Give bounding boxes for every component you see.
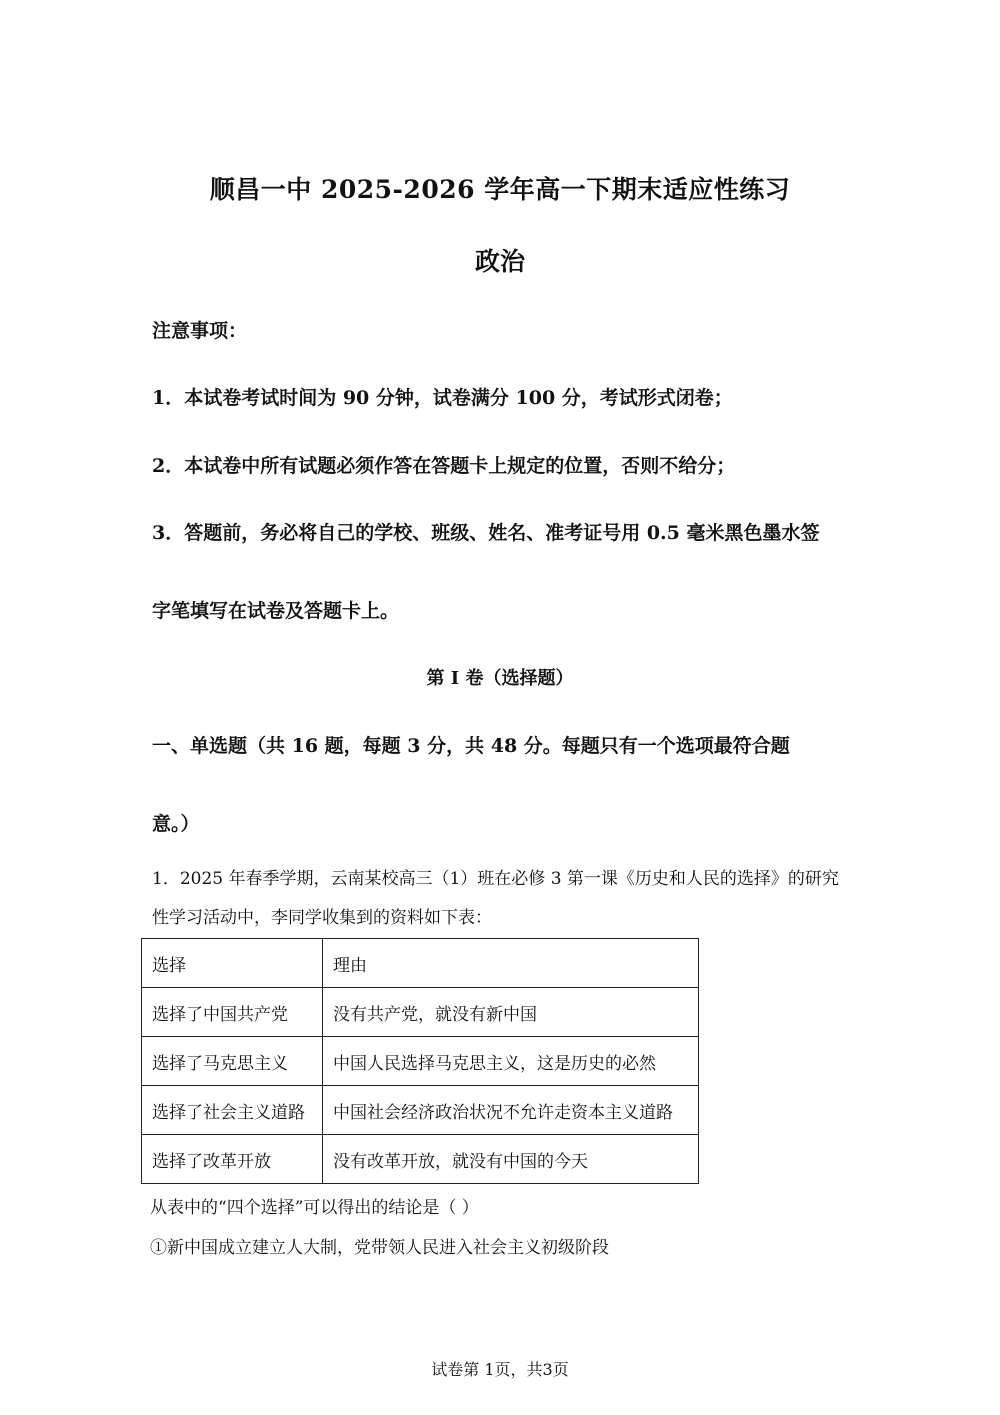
question-1-table — [141, 938, 699, 1184]
notice-heading: 注意事项： — [152, 320, 248, 342]
table-header-cell: 理由 — [323, 939, 699, 988]
exam-subject: 政治 — [474, 247, 525, 276]
notice-item-1: 1．本试卷考试时间为 90 分钟，试卷满分 100 分，考试形式闭卷； — [152, 387, 733, 409]
table-cell: 中国人民选择马克思主义，这是历史的必然 — [323, 1037, 699, 1086]
table-cell: 没有共产党，就没有新中国 — [323, 988, 699, 1037]
notice-item-3-line-2: 字笔填写在试卷及答题卡上。 — [152, 600, 400, 622]
notice-item-2: 2．本试卷中所有试题必须作答在答题卡上规定的位置，否则不给分； — [152, 455, 736, 477]
notice-item-3-line-1: 3．答题前，务必将自己的学校、班级、姓名、准考证号用 0.5 毫米黑色墨水签 — [152, 522, 820, 544]
question-1-prompt: 从表中的“四个选择”可以得出的结论是（ ） — [150, 1198, 479, 1218]
table-row — [142, 1086, 699, 1135]
section-title: 第 I 卷（选择题） — [426, 668, 574, 689]
page-footer: 试卷第 1页，共3页 — [431, 1360, 569, 1379]
question-1-stem-line-1: 1．2025 年春季学期，云南某校高三（1）班在必修 3 第一课《历史和人民的选择》的研究 — [152, 869, 839, 889]
exam-title: 顺昌一中 2025-2026 学年高一下期末适应性练习 — [209, 175, 791, 204]
table-header-cell: 选择 — [142, 939, 323, 988]
question-1-stem-line-2: 性学习活动中，李同学收集到的资料如下表： — [152, 908, 492, 928]
table-header-row — [142, 939, 699, 988]
table-row — [142, 988, 699, 1037]
table-cell: 选择了改革开放 — [142, 1135, 323, 1184]
table-cell: 中国社会经济政治状况不允许走资本主义道路 — [323, 1086, 699, 1135]
table-row — [142, 1135, 699, 1184]
section-instruction-line-2: 意。） — [152, 813, 200, 835]
table-row — [142, 1037, 699, 1086]
table-cell: 选择了中国共产党 — [142, 988, 323, 1037]
table-cell: 没有改革开放，就没有中国的今天 — [323, 1135, 699, 1184]
question-1-option-1: ①新中国成立建立人大制，党带领人民进入社会主义初级阶段 — [150, 1238, 609, 1258]
section-instruction-line-1: 一、单选题（共 16 题，每题 3 分，共 48 分。每题只有一个选项最符合题 — [152, 735, 790, 757]
table-cell: 选择了马克思主义 — [142, 1037, 323, 1086]
table-cell: 选择了社会主义道路 — [142, 1086, 323, 1135]
